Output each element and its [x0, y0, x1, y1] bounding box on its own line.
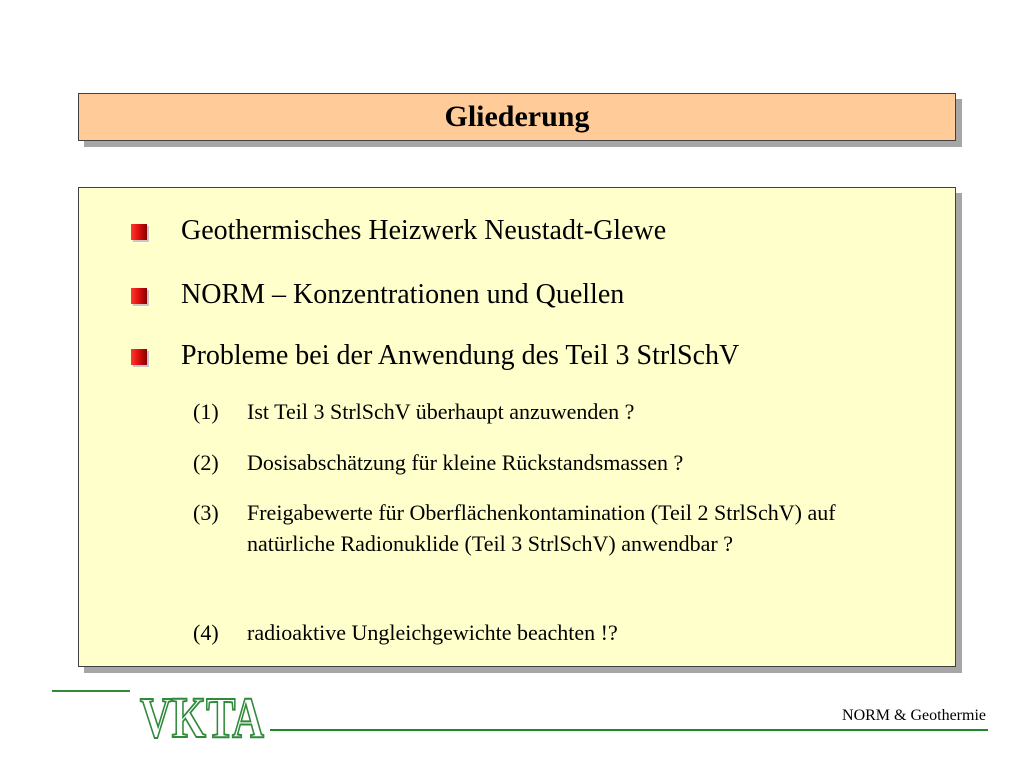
subitem-text: Freigabewerte für Oberflächenkontamination (Teil 2 StrlSchV) auf natürliche Radionuklide (Teil 3 StrlSchV) anwendbar ? [247, 500, 836, 556]
footer-divider-right [270, 729, 988, 731]
vkta-logo [138, 685, 266, 750]
red-square-bullet-icon [131, 288, 147, 304]
outline-bullet-3 [131, 339, 739, 373]
outline-content-box [78, 187, 956, 667]
subitem-number: (2) [193, 450, 219, 475]
outline-bullet-1 [131, 214, 666, 248]
footer-label: NORM & Geothermie [842, 707, 986, 724]
slide-title-box [78, 93, 956, 141]
subitem-text: Dosisabschätzung für kleine Rückstandsmassen ? [247, 450, 684, 475]
subitem-number: (3) [193, 500, 219, 525]
subitem-number: (4) [193, 620, 219, 645]
svg-text:VKTA: VKTA [140, 685, 265, 750]
outline-bullet-text: NORM – Konzentrationen und Quellen [181, 279, 625, 310]
red-square-bullet-icon [131, 224, 147, 240]
red-square-bullet-icon [131, 349, 147, 365]
outline-subitem-3 [193, 497, 893, 559]
subitem-number: (1) [193, 399, 219, 424]
outline-subitem-1 [193, 396, 893, 427]
outline-bullet-text: Probleme bei der Anwendung des Teil 3 StrlSchV [181, 340, 740, 371]
footer-divider-left [52, 690, 130, 692]
subitem-text: radioaktive Ungleichgewichte beachten !? [247, 620, 618, 645]
outline-subitem-4 [193, 617, 893, 648]
outline-bullet-2 [131, 278, 624, 312]
subitem-text: Ist Teil 3 StrlSchV überhaupt anzuwenden ? [247, 399, 635, 424]
outline-subitem-2 [193, 447, 893, 478]
slide-title: Gliederung [444, 100, 590, 133]
outline-bullet-text: Geothermisches Heizwerk Neustadt-Glewe [181, 215, 667, 246]
